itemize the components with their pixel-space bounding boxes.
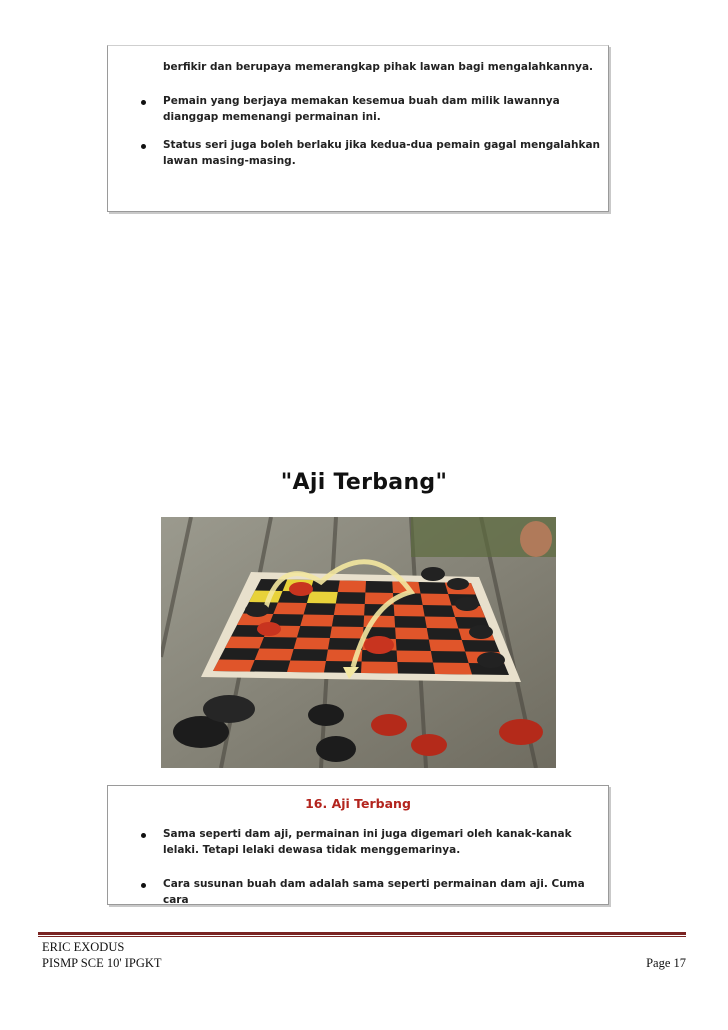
bullet-item: Sama seperti dam aji, permainan ini juga digemari oleh kanak-kanak lelaki. Tetapi lelaki dewasa tidak menggemarinya. (163, 828, 572, 856)
board-square (307, 592, 338, 604)
board-square (334, 604, 365, 616)
board-square (425, 617, 459, 629)
checkers-photo (161, 517, 556, 768)
bottom-text-box (107, 785, 609, 905)
board-square (421, 594, 452, 606)
footer-author: ERIC EXODUS (42, 940, 125, 954)
board-square (273, 603, 307, 615)
checkers-board-image (161, 517, 556, 768)
board-square (294, 638, 330, 650)
footer-course: PISMP SCE 10' IPGKT (42, 956, 162, 970)
board-square (213, 660, 255, 672)
board-square (397, 651, 433, 663)
bullet-icon (141, 833, 146, 838)
board-square (330, 627, 364, 639)
bullet-item: Cara susunan buah dam adalah sama seperti permainan dam aji. Cuma cara (163, 878, 585, 906)
footer-rule-thin (38, 936, 686, 937)
board-square (300, 615, 334, 627)
bullet-item: Status seri juga boleh berlaku jika kedua-dua pemain gagal mengalahkan lawan masing-masing. (163, 139, 601, 167)
figure-caption: 16. Aji Terbang (305, 796, 411, 811)
board-square (255, 649, 294, 661)
board-square (429, 640, 465, 652)
board-square (433, 663, 472, 675)
board-square (338, 581, 366, 593)
bullet-icon (141, 100, 146, 105)
bullet-item: Pemain yang berjaya memakan kesemua buah dam milik lawannya dianggap memenangi permainan ini. (163, 95, 560, 123)
bullet-icon (141, 144, 146, 149)
continuation-text: berfikir dan berupaya memerangkap pihak lawan bagi mengalahkannya. (163, 61, 594, 73)
top-text-box (107, 45, 609, 212)
board-square (287, 661, 326, 673)
bullet-icon (141, 883, 146, 888)
footer-rule (38, 932, 686, 935)
board-square (395, 628, 429, 640)
board-square (225, 637, 264, 649)
figure-title: "Aji Terbang" (280, 470, 448, 495)
page-number: Page 17 (646, 956, 686, 970)
board-square (361, 662, 398, 674)
board-square (394, 605, 425, 617)
